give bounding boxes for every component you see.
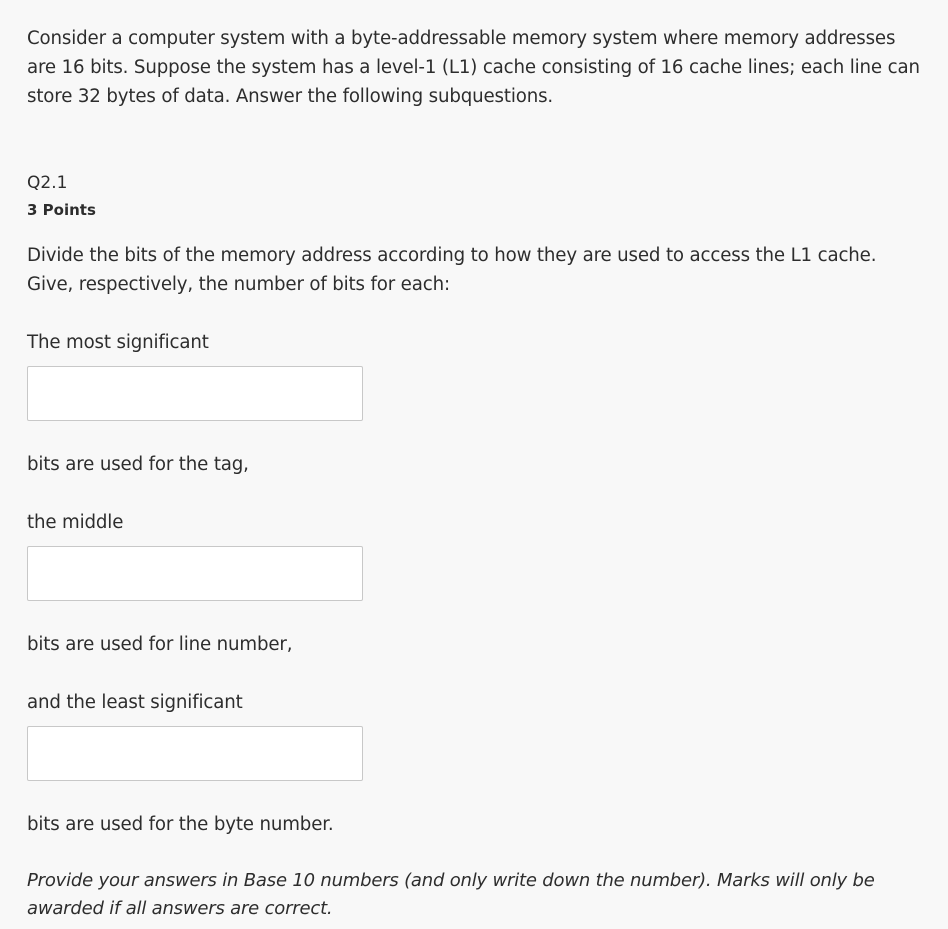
answer-instructions: Provide your answers in Base 10 numbers (and only write down the number). Marks will only be awarded if all answers are correct. [27,870,875,919]
question-points: 3 Points [27,201,96,219]
byte-bits-label: and the least significant [27,692,243,713]
byte-bits-suffix: bits are used for the byte number. [27,814,334,835]
question-prompt: Divide the bits of the memory address according to how they are used to access the L1 cache. Give, respectively, the number of bits for each: [27,245,877,295]
question-content [27,24,927,919]
line-bits-suffix: bits are used for line number, [27,634,293,655]
line-bits-input[interactable] [27,546,363,601]
tag-bits-input[interactable] [27,366,363,421]
question-number: Q2.1 [27,173,68,193]
byte-bits-input[interactable] [27,726,363,781]
line-bits-label: the middle [27,512,124,533]
tag-bits-label: The most significant [27,332,209,353]
tag-bits-suffix: bits are used for the tag, [27,454,249,475]
question-intro: Consider a computer system with a byte-addressable memory system where memory addresses are 16 bits. Suppose the system has a level-1 (L1) cache consisting of 16 cache lines; each line can store 32 bytes of data. Answer the following subquestions. [27,28,920,107]
